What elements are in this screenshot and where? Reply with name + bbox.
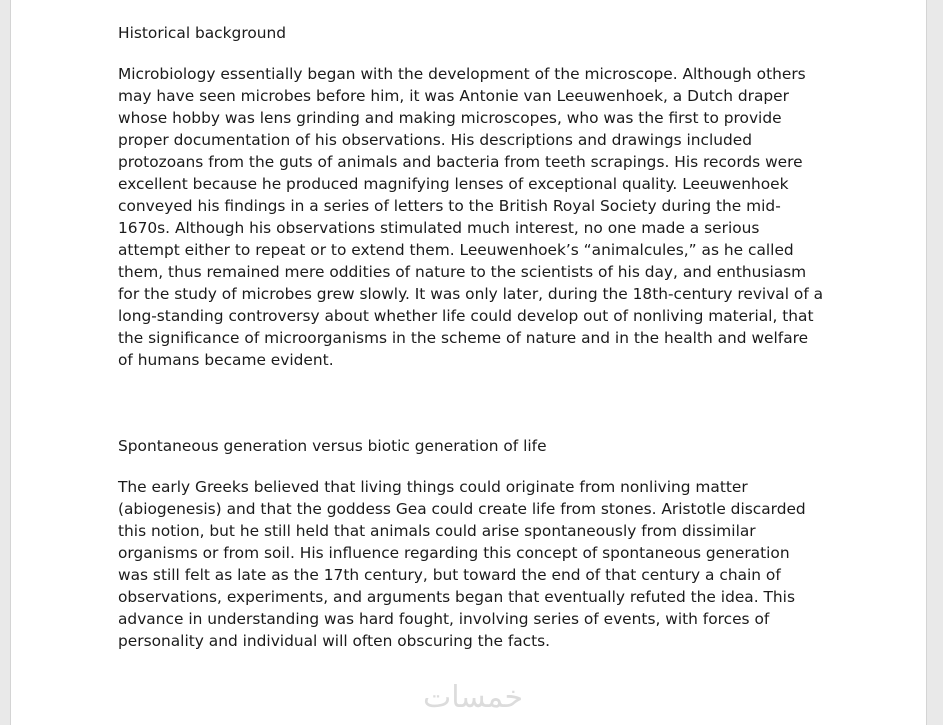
text-line: advance in understanding was hard fought, involving series of events, with forces of bbox=[118, 610, 770, 628]
paragraph-spontaneous-generation bbox=[118, 476, 818, 652]
text-line: them, thus remained mere oddities of nature to the scientists of his day, and enthusiasm bbox=[118, 263, 807, 281]
section-spacer bbox=[118, 371, 818, 433]
paragraph-historical-background bbox=[118, 63, 824, 371]
text-line: attempt either to repeat or to extend them. Leeuwenhoek’s “animalcules,” as he called bbox=[118, 241, 794, 259]
text-line: may have seen microbes before him, it was Antonie van Leeuwenhoek, a Dutch draper bbox=[118, 87, 789, 105]
text-line: for the study of microbes grew slowly. It was only later, during the 18th-century revival of a bbox=[118, 285, 824, 303]
section-heading-spontaneous-generation: Spontaneous generation versus biotic generation of life bbox=[118, 437, 547, 455]
text-line: proper documentation of his observations. His descriptions and drawings included bbox=[118, 131, 753, 149]
text-line: observations, experiments, and arguments began that eventually refuted the idea. This bbox=[118, 588, 795, 606]
text-line: personality and individual will often obscuring the facts. bbox=[118, 632, 551, 650]
text-line: 1670s. Although his observations stimulated much interest, no one made a serious bbox=[118, 219, 760, 237]
text-line: excellent because he produced magnifying lenses of exceptional quality. Leeuwenhoek bbox=[118, 175, 789, 193]
text-line: long-standing controversy about whether life could develop out of nonliving material, that bbox=[118, 307, 814, 325]
text-line: (abiogenesis) and that the goddess Gea could create life from stones. Aristotle discarded bbox=[118, 500, 806, 518]
text-line: Microbiology essentially began with the development of the microscope. Although others bbox=[118, 65, 806, 83]
section-heading-historical-background: Historical background bbox=[118, 24, 287, 42]
text-line: the significance of microorganisms in the scheme of nature and in the health and welfare bbox=[118, 329, 809, 347]
text-line: The early Greeks believed that living things could originate from nonliving matter bbox=[118, 478, 748, 496]
text-line: whose hobby was lens grinding and making microscopes, who was the first to provide bbox=[118, 109, 782, 127]
text-line: this notion, but he still held that animals could arise spontaneously from dissimilar bbox=[118, 522, 756, 540]
text-line: conveyed his findings in a series of letters to the British Royal Society during the mid- bbox=[118, 197, 781, 215]
document-page bbox=[10, 0, 927, 725]
text-line: was still felt as late as the 17th century, but toward the end of that century a chain of bbox=[118, 566, 781, 584]
document-body bbox=[118, 20, 824, 652]
watermark-logo: خمسات bbox=[422, 680, 524, 715]
text-line: of humans became evident. bbox=[118, 351, 334, 369]
text-line: protozoans from the guts of animals and bacteria from teeth scrapings. His records were bbox=[118, 153, 803, 171]
text-line: organisms or from soil. His influence regarding this concept of spontaneous generation bbox=[118, 544, 790, 562]
